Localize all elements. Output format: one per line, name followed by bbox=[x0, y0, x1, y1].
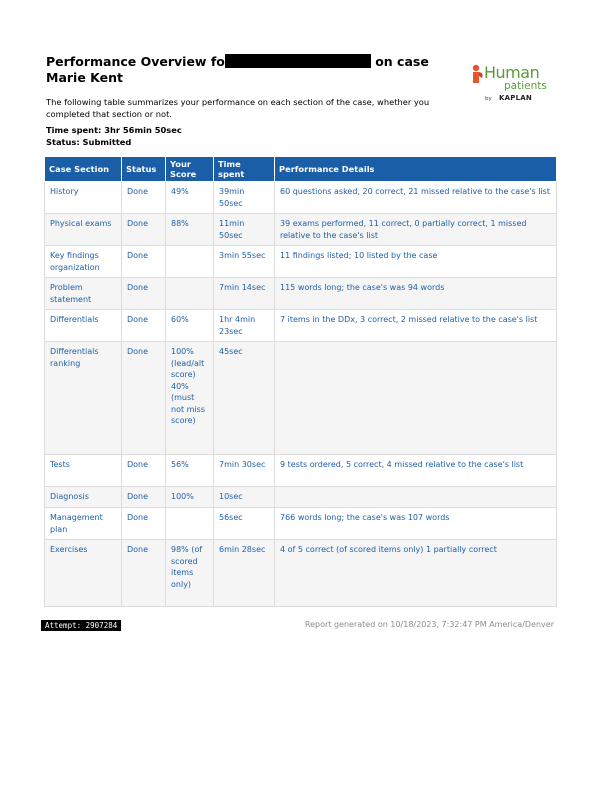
cell-status: Done bbox=[122, 182, 166, 214]
logo-sub: patients bbox=[504, 80, 547, 92]
table-row bbox=[45, 214, 557, 246]
cell-time: 7min 14sec bbox=[214, 278, 275, 310]
cell-score: 98% (of scored items only) bbox=[166, 540, 214, 607]
cell-time: 6min 28sec bbox=[214, 540, 275, 607]
cell-details: 115 words long; the case's was 94 words bbox=[275, 278, 557, 310]
cell-section: Diagnosis bbox=[45, 487, 122, 508]
cell-details: 9 tests ordered, 5 correct, 4 missed relative to the case's list bbox=[275, 455, 557, 487]
cell-details: 4 of 5 correct (of scored items only) 1 partially correct bbox=[275, 540, 557, 607]
cell-section: History bbox=[45, 182, 122, 214]
cell-status: Done bbox=[122, 455, 166, 487]
cell-status: Done bbox=[122, 342, 166, 455]
cell-details: 39 exams performed, 11 correct, 0 partially correct, 1 missed relative to the case's list bbox=[275, 214, 557, 246]
performance-table bbox=[44, 156, 557, 607]
cell-details: 11 findings listed; 10 listed by the case bbox=[275, 246, 557, 278]
attempt-id: Attempt: 2907284 bbox=[41, 620, 121, 631]
logo-brand: Human bbox=[484, 63, 540, 82]
column-header: Your Score bbox=[166, 157, 214, 182]
table-row bbox=[45, 278, 557, 310]
cell-details bbox=[275, 342, 557, 455]
cell-status: Done bbox=[122, 214, 166, 246]
column-header: Performance Details bbox=[275, 157, 557, 182]
cell-status: Done bbox=[122, 540, 166, 607]
summary-text: The following table summarizes your performance on each section of the case, whether you completed that section or not. bbox=[46, 97, 430, 119]
cell-score: 56% bbox=[166, 455, 214, 487]
report-timestamp: Report generated on 10/18/2023, 7:32:47 PM America/Denver bbox=[304, 620, 554, 629]
cell-time: 56sec bbox=[214, 508, 275, 540]
cell-status: Done bbox=[122, 487, 166, 508]
cell-status: Done bbox=[122, 278, 166, 310]
cell-time: 39min 50sec bbox=[214, 182, 275, 214]
column-header: Case Section bbox=[45, 157, 122, 182]
cell-score: 100% (lead/alt score) 40% (must not miss score) bbox=[166, 342, 214, 455]
cell-score: 88% bbox=[166, 214, 214, 246]
time-spent: Time spent: 3hr 56min 50sec bbox=[46, 125, 182, 135]
cell-section: Management plan bbox=[45, 508, 122, 540]
cell-score bbox=[166, 278, 214, 310]
cell-time: 11min 50sec bbox=[214, 214, 275, 246]
cell-section: Key findings organization bbox=[45, 246, 122, 278]
cell-time: 45sec bbox=[214, 342, 275, 455]
column-header: Status bbox=[122, 157, 166, 182]
cell-details bbox=[275, 487, 557, 508]
redacted-name bbox=[225, 54, 371, 68]
table-row bbox=[45, 487, 557, 508]
cell-details: 766 words long; the case's was 107 words bbox=[275, 508, 557, 540]
table-header-row bbox=[45, 157, 557, 182]
cell-score: 60% bbox=[166, 310, 214, 342]
cell-score bbox=[166, 246, 214, 278]
title-suffix: on case Marie Kent bbox=[46, 54, 429, 85]
cell-status: Done bbox=[122, 246, 166, 278]
cell-section: Exercises bbox=[45, 540, 122, 607]
table-row bbox=[45, 540, 557, 607]
cell-time: 7min 30sec bbox=[214, 455, 275, 487]
table-row bbox=[45, 342, 557, 455]
cell-section: Differentials ranking bbox=[45, 342, 122, 455]
table-row bbox=[45, 246, 557, 278]
cell-section: Physical exams bbox=[45, 214, 122, 246]
cell-details: 7 items in the DDx, 3 correct, 2 missed relative to the case's list bbox=[275, 310, 557, 342]
cell-details: 60 questions asked, 20 correct, 21 missed relative to the case's list bbox=[275, 182, 557, 214]
cell-score: 49% bbox=[166, 182, 214, 214]
cell-status: Done bbox=[122, 310, 166, 342]
logo-partner: KAPLAN bbox=[499, 94, 532, 102]
column-header: Time spent bbox=[214, 157, 275, 182]
title-prefix: Performance Overview fo bbox=[46, 54, 225, 69]
cell-section: Problem statement bbox=[45, 278, 122, 310]
cell-score bbox=[166, 508, 214, 540]
logo-by: by bbox=[485, 96, 492, 102]
table-row bbox=[45, 310, 557, 342]
ihuman-logo bbox=[470, 63, 560, 108]
cell-score: 100% bbox=[166, 487, 214, 508]
cell-status: Done bbox=[122, 508, 166, 540]
cell-section: Differentials bbox=[45, 310, 122, 342]
table-row bbox=[45, 455, 557, 487]
table-row bbox=[45, 508, 557, 540]
cell-time: 10sec bbox=[214, 487, 275, 508]
status-line: Status: Submitted bbox=[46, 137, 132, 147]
page-title bbox=[46, 54, 456, 86]
table-row bbox=[45, 182, 557, 214]
cell-time: 1hr 4min 23sec bbox=[214, 310, 275, 342]
cell-section: Tests bbox=[45, 455, 122, 487]
cell-time: 3min 55sec bbox=[214, 246, 275, 278]
